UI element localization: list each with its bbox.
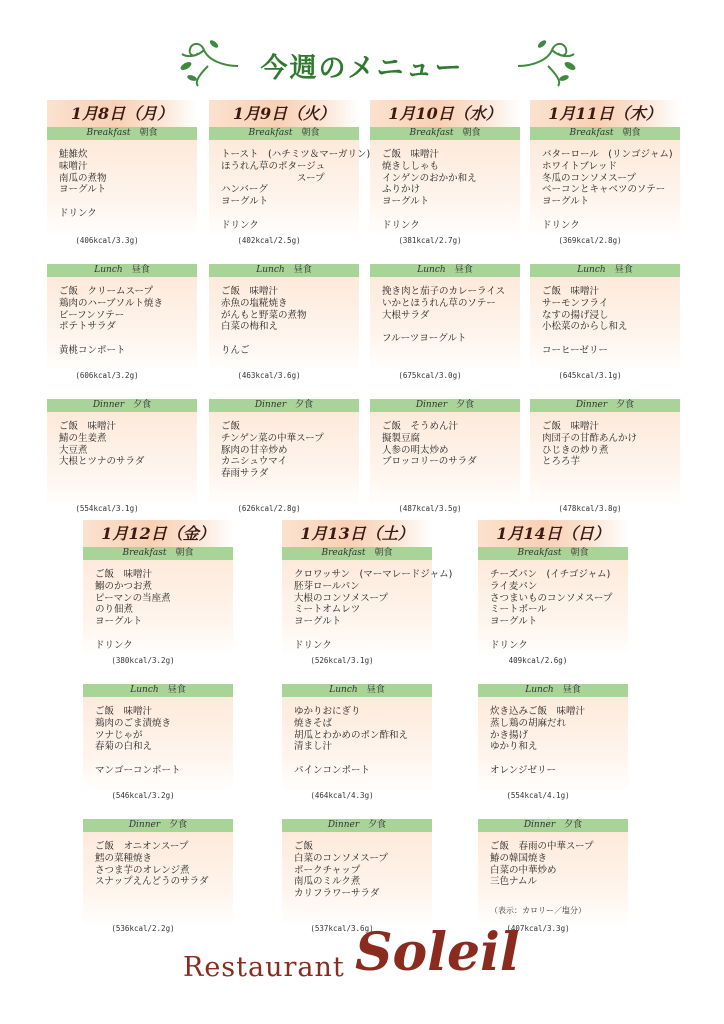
- menu-item: 擬製豆腐: [382, 432, 421, 444]
- menu-item: [294, 628, 432, 640]
- menu-item: 白菜の梅和え: [221, 321, 279, 333]
- breakfast-label: [370, 127, 520, 140]
- menu-item: ドリンク: [294, 639, 332, 651]
- menu-item: ふりかけ: [382, 184, 421, 196]
- calorie-salt-info: (369kcal/2.8g): [558, 236, 622, 245]
- lunch-label-en: Lunch: [329, 685, 358, 695]
- breakfast-label-jp: 朝食: [462, 128, 481, 138]
- menu-item: ポークチャップ: [294, 864, 361, 876]
- day-card: [478, 520, 628, 954]
- breakfast-section: [47, 127, 197, 264]
- dinner-label-en: Dinner: [523, 820, 556, 830]
- dinner-label-jp: 夕食: [616, 400, 635, 410]
- menu-item: ご飯 クリームスープ: [59, 286, 154, 297]
- menu-item: 鰯のかつお煮: [95, 580, 153, 592]
- breakfast-label-jp: 朝食: [175, 548, 194, 558]
- menu-item: ゆかりおにぎり: [294, 706, 361, 717]
- breakfast-section: [209, 127, 371, 264]
- menu-item: 鰆の韓国焼き: [490, 852, 548, 864]
- menu-item: ヨーグルト: [59, 184, 107, 196]
- menu-item: [542, 333, 680, 345]
- breakfast-label-en: Breakfast: [409, 128, 454, 138]
- menu-item: ポテトサラダ: [59, 321, 116, 333]
- day-date-heading: 1月8日（月）: [47, 100, 197, 127]
- calorie-salt-info: (380kcal/3.2g): [111, 656, 175, 665]
- breakfast-label-jp: 朝食: [301, 128, 320, 138]
- calorie-salt-info: (526kcal/3.1g): [310, 656, 374, 665]
- menu-item: ご飯 味噌汁: [59, 421, 117, 432]
- menu-item: さつま芋のオレンジ煮: [95, 864, 190, 876]
- lunch-label-en: Lunch: [130, 685, 159, 695]
- lunch-label-jp: 昼食: [614, 265, 633, 275]
- breakfast-label-jp: 朝食: [570, 548, 589, 558]
- menu-item: ご飯 味噌汁: [95, 706, 153, 717]
- menu-item: コーヒーゼリー: [542, 344, 608, 356]
- lunch-label-en: Lunch: [94, 265, 123, 275]
- calorie-salt-info: (407kcal/3.3g): [506, 924, 570, 933]
- menu-item: [59, 333, 197, 345]
- breakfast-items: [83, 560, 233, 656]
- lunch-label-jp: 昼食: [454, 265, 473, 275]
- menu-item: 炊き込みご飯 味噌汁: [490, 706, 586, 717]
- menu-item: [382, 208, 520, 220]
- menu-item: 豚肉の甘辛炒め: [221, 444, 288, 456]
- menu-item: カリフラワーサラダ: [294, 888, 380, 900]
- breakfast-label-jp: 朝食: [374, 548, 393, 558]
- menu-item: [542, 208, 680, 220]
- lunch-label-jp: 昼食: [167, 685, 186, 695]
- lunch-items: [370, 277, 520, 371]
- lunch-label-en: Lunch: [577, 265, 606, 275]
- calorie-salt-info: 409kcal/2.6g): [508, 656, 568, 665]
- menu-item: 焼きししゃも: [382, 160, 440, 172]
- breakfast-section: [478, 547, 628, 684]
- logo-restaurant-text: Restaurant: [183, 952, 345, 983]
- lunch-section: [282, 684, 432, 819]
- menu-item: ハンバーグ: [221, 184, 268, 196]
- lunch-section: [83, 684, 233, 819]
- calorie-salt-info: (487kcal/3.5g): [398, 504, 462, 513]
- menu-item: 白菜の中華炒め: [490, 864, 557, 876]
- menu-item: ピーマンの当座煮: [95, 592, 171, 604]
- menu-item: 大根サラダ: [382, 309, 430, 321]
- menu-item: のり佃煮: [95, 604, 134, 616]
- menu-item: 焼きそば: [294, 717, 333, 729]
- calorie-salt-info: (537kcal/3.6g): [310, 924, 374, 933]
- breakfast-items: [370, 140, 520, 236]
- menu-item: ブロッコリーのサラダ: [382, 456, 477, 468]
- dinner-items: [47, 412, 197, 506]
- menu-item: フルーツヨーグルト: [382, 333, 467, 345]
- menu-item: 三色ナムル: [490, 876, 538, 888]
- menu-item: [294, 753, 432, 765]
- dinner-label-jp: 夕食: [133, 400, 152, 410]
- menu-item: ご飯: [221, 421, 241, 432]
- menu-item: ご飯 オニオンスープ: [95, 841, 189, 852]
- lunch-section: [530, 264, 680, 399]
- nutrition-legend-note: （表示：カロリー／塩分）: [490, 906, 586, 915]
- dinner-label: [530, 399, 680, 412]
- dinner-label-jp: 夕食: [564, 820, 583, 830]
- breakfast-label: [282, 547, 432, 560]
- dinner-label-en: Dinner: [128, 820, 161, 830]
- menu-item: 鶏肉のごま漬焼き: [95, 717, 172, 729]
- calorie-salt-info: (406kcal/3.3g): [75, 236, 139, 245]
- menu-item: 大根とツナのサラダ: [59, 456, 145, 468]
- menu-item: [95, 628, 233, 640]
- menu-item: ドリンク: [542, 219, 580, 231]
- menu-item: 挽き肉と茄子のカレーライス: [382, 286, 506, 297]
- menu-item: 春雨サラダ: [221, 468, 269, 480]
- menu-item: 大根のコンソメスープ: [294, 592, 388, 604]
- calorie-salt-info: (626kcal/2.8g): [237, 504, 301, 513]
- day-date-heading: 1月11日（木）: [530, 100, 680, 127]
- dinner-label: [209, 399, 359, 412]
- breakfast-label: [47, 127, 197, 140]
- lunch-label: [83, 684, 233, 697]
- dinner-items: [370, 412, 520, 506]
- breakfast-label-jp: 朝食: [622, 128, 641, 138]
- menu-item: パインコンポート: [294, 764, 371, 776]
- menu-item: ライ麦パン: [490, 580, 538, 592]
- menu-item: ヨーグルト: [490, 616, 538, 628]
- lunch-label-jp: 昼食: [366, 685, 385, 695]
- lunch-label-en: Lunch: [256, 265, 285, 275]
- breakfast-items: [530, 140, 680, 236]
- lunch-items: [83, 697, 233, 791]
- breakfast-label-en: Breakfast: [569, 128, 614, 138]
- menu-item: ヨーグルト: [95, 616, 143, 628]
- breakfast-items: [282, 560, 453, 656]
- dinner-label: [478, 819, 628, 832]
- lunch-section: [47, 264, 197, 399]
- lunch-items: [47, 277, 197, 371]
- menu-item: 人参の明太炒め: [382, 444, 449, 456]
- menu-item: 蒸し鶏の胡麻だれ: [490, 717, 567, 729]
- calorie-salt-info: (546kcal/3.2g): [111, 791, 175, 800]
- menu-item: ご飯 味噌汁: [542, 421, 600, 432]
- dinner-section: [209, 399, 359, 534]
- menu-item: ミートボール: [490, 604, 547, 616]
- menu-item: ビーフンソテー: [59, 309, 125, 321]
- dinner-label: [47, 399, 197, 412]
- calorie-salt-info: (554kcal/3.1g): [75, 504, 139, 513]
- dinner-items: [209, 412, 359, 506]
- menu-item: スープ: [221, 172, 325, 184]
- day-card: [370, 100, 520, 534]
- calorie-salt-info: (675kcal/3.0g): [398, 371, 462, 380]
- menu-item: ドリンク: [382, 219, 420, 231]
- lunch-items: [209, 277, 359, 371]
- dinner-section: [47, 399, 197, 534]
- menu-item: チンゲン菜の中華スープ: [221, 432, 324, 444]
- menu-item: ヨーグルト: [294, 616, 342, 628]
- lunch-label: [478, 684, 628, 697]
- day-date-heading: 1月9日（火）: [209, 100, 359, 127]
- menu-item: りんご: [221, 344, 250, 356]
- calorie-salt-info: (645kcal/3.1g): [558, 371, 622, 380]
- breakfast-section: [370, 127, 520, 264]
- menu-item: なすの揚げ浸し: [542, 309, 609, 321]
- menu-item: ミートオムレツ: [294, 604, 361, 616]
- menu-item: マンゴーコンポート: [95, 764, 181, 776]
- calorie-salt-info: (478kcal/3.8g): [558, 504, 622, 513]
- menu-item: ゆかり和え: [490, 741, 538, 753]
- breakfast-section: [530, 127, 680, 264]
- calorie-salt-info: (402kcal/2.5g): [237, 236, 301, 245]
- menu-item: ご飯 味噌汁: [95, 569, 153, 580]
- menu-item: [490, 628, 628, 640]
- lunch-label: [282, 684, 432, 697]
- dinner-label: [282, 819, 432, 832]
- menu-item: いかとほうれん草のソテー: [382, 297, 496, 309]
- menu-item: さつまいものコンソメスープ: [490, 592, 613, 604]
- calorie-salt-info: (606kcal/3.2g): [75, 371, 139, 380]
- breakfast-label-en: Breakfast: [122, 548, 167, 558]
- menu-item: [95, 753, 233, 765]
- menu-item: ドリンク: [95, 639, 133, 651]
- menu-item: ご飯 味噌汁: [382, 149, 440, 160]
- dinner-label-jp: 夕食: [368, 820, 387, 830]
- menu-item: サーモンフライ: [542, 297, 609, 309]
- lunch-label-jp: 昼食: [293, 265, 312, 275]
- menu-item: [221, 208, 359, 220]
- breakfast-label: [83, 547, 233, 560]
- lunch-section: [478, 684, 628, 819]
- menu-item: 胚芽ロールパン: [294, 580, 360, 592]
- menu-item: とろろ芋: [542, 456, 581, 468]
- menu-item: ドリンク: [221, 219, 259, 231]
- menu-item: ベーコンとキャベツのソテー: [542, 184, 666, 196]
- menu-item: ご飯 味噌汁: [221, 286, 279, 297]
- menu-item: 赤魚の塩糀焼き: [221, 297, 288, 309]
- breakfast-label: [530, 127, 680, 140]
- menu-item: ドリンク: [490, 639, 528, 651]
- menu-item: カニシュウマイ: [221, 456, 288, 468]
- menu-item: 味噌汁: [59, 160, 88, 172]
- menu-item: 南瓜のミルク煮: [294, 876, 361, 888]
- menu-item: ヨーグルト: [542, 196, 590, 208]
- menu-item: ヨーグルト: [221, 196, 269, 208]
- menu-item: バターロール (リンゴジャム): [542, 149, 673, 160]
- day-card: [47, 100, 197, 534]
- lunch-section: [209, 264, 359, 399]
- menu-item: 鶏肉のハーブソルト焼き: [59, 297, 164, 309]
- day-card: [83, 520, 233, 954]
- lunch-label-en: Lunch: [525, 685, 554, 695]
- menu-item: ホワイトブレッド: [542, 160, 617, 172]
- lunch-label: [530, 264, 680, 277]
- menu-item: ご飯: [294, 841, 314, 852]
- menu-item: オレンジゼリー: [490, 764, 557, 776]
- calorie-salt-info: (554kcal/4.1g): [506, 791, 570, 800]
- menu-item: 黄桃コンポート: [59, 344, 126, 356]
- menu-item: トースト (ハチミツ＆マーガリン): [221, 149, 371, 160]
- day-date-heading: 1月10日（水）: [370, 100, 520, 127]
- menu-item: 鱈の菜種焼き: [95, 852, 153, 864]
- dinner-label-en: Dinner: [92, 400, 125, 410]
- dinner-label: [370, 399, 520, 412]
- calorie-salt-info: (463kcal/3.6g): [237, 371, 301, 380]
- day-date-heading: 1月13日（土）: [282, 520, 432, 547]
- breakfast-label-jp: 朝食: [139, 128, 158, 138]
- menu-item: かき揚げ: [490, 729, 529, 741]
- dinner-section: [370, 399, 520, 534]
- dinner-label-en: Dinner: [415, 400, 448, 410]
- breakfast-items: [209, 140, 371, 236]
- restaurant-logo: [183, 922, 543, 992]
- dinner-section: [530, 399, 680, 534]
- calorie-salt-info: (536kcal/2.2g): [111, 924, 175, 933]
- menu-item: がんもと野菜の煮物: [221, 309, 307, 321]
- menu-item: ヨーグルト: [382, 196, 430, 208]
- breakfast-items: [478, 560, 628, 656]
- menu-item: 南瓜の煮物: [59, 172, 107, 184]
- day-date-heading: 1月14日（日）: [478, 520, 628, 547]
- menu-item: 鮭雑炊: [59, 149, 88, 160]
- menu-item: ひじきの炒り煮: [542, 444, 609, 456]
- lunch-label: [47, 264, 197, 277]
- breakfast-label-en: Breakfast: [517, 548, 562, 558]
- breakfast-section: [83, 547, 233, 684]
- menu-item: スナップえんどうのサラダ: [95, 876, 209, 888]
- menu-item: 白菜のコンソメスープ: [294, 852, 388, 864]
- menu-item: ツナじゃが: [95, 729, 143, 741]
- day-card: [209, 100, 371, 534]
- calorie-salt-info: (464kcal/4.3g): [310, 791, 374, 800]
- menu-item: ドリンク: [59, 207, 97, 219]
- dinner-label-jp: 夕食: [169, 820, 188, 830]
- menu-item: 胡瓜とわかめのポン酢和え: [294, 729, 409, 741]
- breakfast-items: [47, 140, 197, 236]
- lunch-section: [370, 264, 520, 399]
- lunch-label-en: Lunch: [417, 265, 446, 275]
- dinner-items: [83, 832, 233, 926]
- menu-item: [221, 333, 359, 345]
- breakfast-label: [478, 547, 628, 560]
- lunch-label: [209, 264, 359, 277]
- day-card: [530, 100, 680, 534]
- dinner-label-jp: 夕食: [295, 400, 314, 410]
- menu-item: 春菊の白和え: [95, 741, 153, 753]
- page-title: 今週のメニュー: [260, 53, 464, 84]
- menu-item: [382, 321, 520, 333]
- menu-item: ご飯 春雨の中華スープ: [490, 841, 594, 852]
- breakfast-label-en: Breakfast: [321, 548, 366, 558]
- dinner-label-en: Dinner: [575, 400, 608, 410]
- dinner-items: [282, 832, 432, 926]
- menu-item: インゲンのおかか和え: [382, 172, 477, 184]
- breakfast-label-en: Breakfast: [248, 128, 293, 138]
- breakfast-section: [282, 547, 453, 684]
- menu-item: 肉団子の甘酢あんかけ: [542, 432, 638, 444]
- lunch-label: [370, 264, 520, 277]
- logo-name-text: Soleil: [355, 922, 520, 983]
- menu-item: 冬瓜のコンソメスープ: [542, 172, 636, 184]
- dinner-label-en: Dinner: [254, 400, 287, 410]
- menu-item: ご飯 そうめん汁: [382, 421, 459, 432]
- menu-item: [59, 196, 197, 208]
- menu-item: クロワッサン (マーマレードジャム): [294, 569, 453, 580]
- menu-item: [490, 753, 628, 765]
- menu-item: 小松菜のからし和え: [542, 321, 628, 333]
- dinner-label-jp: 夕食: [456, 400, 475, 410]
- breakfast-label: [209, 127, 359, 140]
- dinner-label-en: Dinner: [327, 820, 360, 830]
- calorie-salt-info: (381kcal/2.7g): [398, 236, 462, 245]
- lunch-items: [478, 697, 628, 791]
- lunch-label-jp: 昼食: [131, 265, 150, 275]
- menu-item: ご飯 味噌汁: [542, 286, 600, 297]
- lunch-items: [530, 277, 680, 371]
- day-date-heading: 1月12日（金）: [83, 520, 233, 547]
- day-card: [282, 520, 453, 954]
- lunch-label-jp: 昼食: [562, 685, 581, 695]
- breakfast-label-en: Breakfast: [86, 128, 131, 138]
- menu-item: チーズパン (イチゴジャム): [490, 569, 611, 580]
- menu-item: 鯖の生姜煮: [59, 432, 107, 444]
- menu-item: 清まし汁: [294, 741, 333, 753]
- menu-item: 大豆煮: [59, 444, 88, 456]
- menu-item: ほうれん草のポタージュ: [221, 160, 326, 172]
- dinner-items: [530, 412, 680, 506]
- lunch-items: [282, 697, 432, 791]
- dinner-label: [83, 819, 233, 832]
